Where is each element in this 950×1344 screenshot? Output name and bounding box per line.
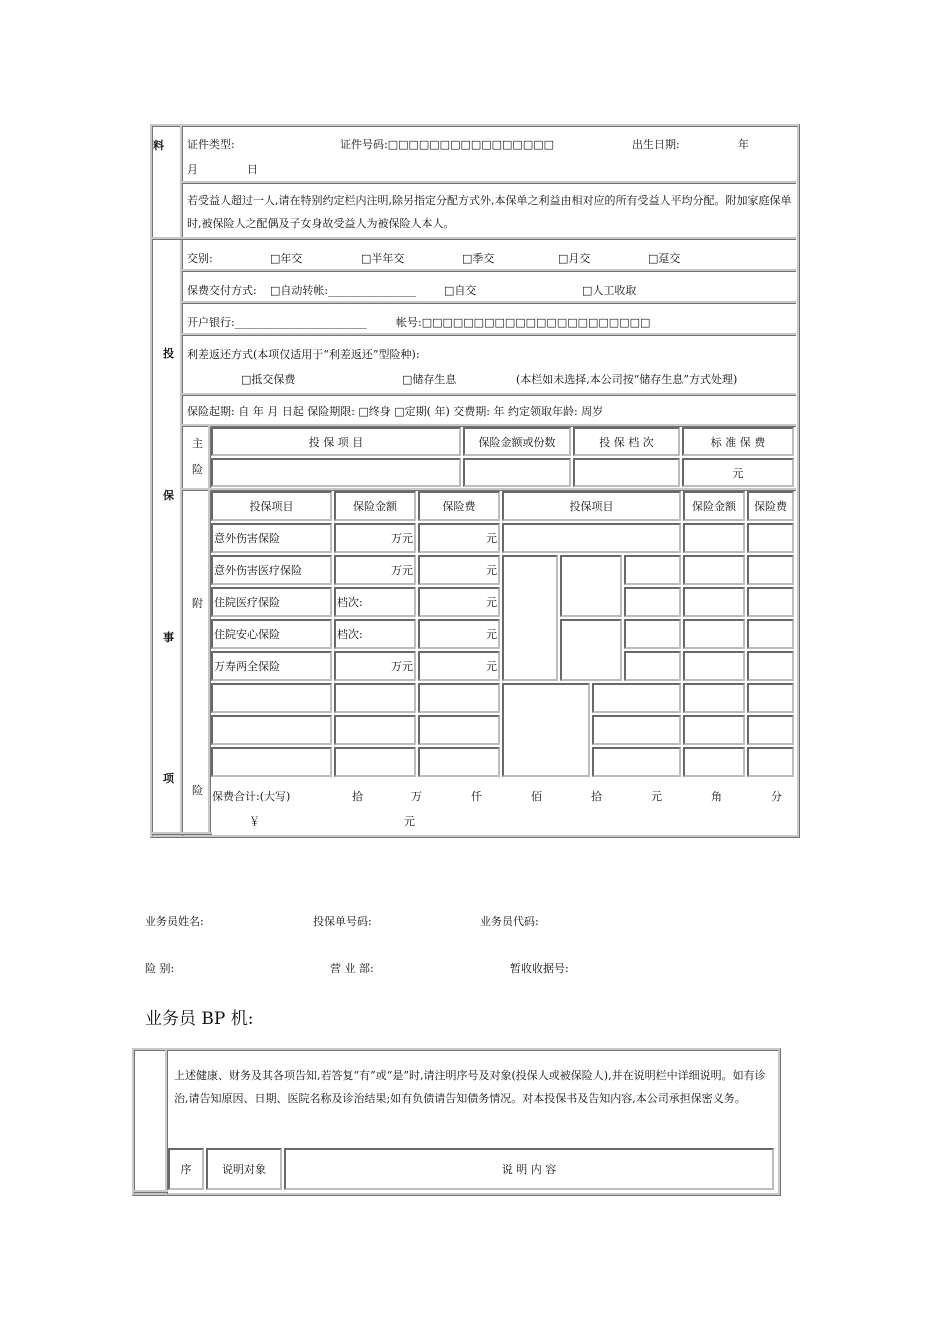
main-header-premium: 标 准 保 费	[682, 427, 794, 456]
rider-blank-cell[interactable]	[418, 715, 500, 745]
total-unit-bai: 佰	[531, 790, 542, 803]
row-divider	[182, 301, 796, 304]
rider-right-cell[interactable]	[560, 619, 622, 681]
rider-row-amount[interactable]: 万元	[334, 523, 416, 553]
disclosure-header-content: 说 明 内 容	[284, 1148, 774, 1190]
insurance-period-line[interactable]: 保险起期: 自 年 月 日起 保险期限: □终身 □定期( 年) 交费期: 年 约定领取年龄: 周岁	[187, 405, 604, 418]
main-header-level: 投 保 档 次	[573, 427, 680, 456]
rider-right-cell[interactable]	[592, 747, 681, 777]
rider-row-premium[interactable]: 元	[418, 619, 500, 649]
rider-row-premium[interactable]: 元	[418, 523, 500, 553]
disclosure-header-seq: 序	[168, 1148, 204, 1190]
pay-monthly-checkbox[interactable]: □月交	[558, 252, 591, 265]
rider-header-premium: 保险费	[418, 491, 500, 521]
rider-right-premium[interactable]	[747, 619, 794, 649]
main-amount-input[interactable]	[463, 458, 571, 487]
id-type-label: 证件类型:	[187, 138, 235, 151]
rider-header-item-right: 投保项目	[502, 491, 681, 521]
rider-blank-cell[interactable]	[334, 715, 416, 745]
rider-right-premium[interactable]	[747, 683, 794, 713]
auto-transfer-checkbox[interactable]: □自动转帐:________________	[270, 284, 417, 297]
rider-header-amount: 保险金额	[334, 491, 416, 521]
rider-label-top: 附	[192, 597, 203, 610]
rider-blank-cell[interactable]	[418, 683, 500, 713]
total-unit-jiao: 角	[711, 790, 722, 803]
pay-single-checkbox[interactable]: □趸交	[648, 252, 681, 265]
rider-right-cell[interactable]	[624, 587, 681, 617]
disclosure-bottom-left	[134, 1190, 168, 1193]
row-divider	[182, 181, 796, 184]
row-divider	[182, 237, 796, 240]
rider-row-amount[interactable]: 万元	[334, 555, 416, 585]
disclosure-note: 上述健康、财务及其各项告知,若答复“有”或“是”时,请注明序号及对象(投保人或被保险人),并在说明栏中详细说明。如有诊治,请告知原因、日期、医院名称及诊治结果;如有负债请告知债务情况。对本投保书及告知内容,本公司承担保密义务。	[174, 1069, 766, 1105]
side-label-material: 料	[153, 139, 164, 152]
rider-blank-cell[interactable]	[334, 747, 416, 777]
total-unit-wan: 万	[411, 790, 422, 803]
rider-row-premium[interactable]: 元	[418, 587, 500, 617]
rider-right-premium[interactable]	[747, 747, 794, 777]
side-label-xiang: 项	[163, 772, 174, 785]
rider-row-premium[interactable]: 元	[418, 555, 500, 585]
side-label-bao: 保	[163, 489, 174, 502]
id-number-field[interactable]: 证件号码:□□□□□□□□□□□□□□□□	[340, 138, 554, 151]
rider-blank-cell[interactable]	[211, 747, 332, 777]
birth-year-label: 年	[738, 138, 749, 151]
total-unit-fen: 分	[771, 790, 782, 803]
birth-date-label: 出生日期:	[632, 138, 680, 151]
total-unit-qian: 仟	[471, 790, 482, 803]
total-unit-shi: 拾	[591, 790, 602, 803]
rider-right-premium[interactable]	[747, 651, 794, 681]
side-label-tou: 投	[163, 347, 174, 360]
rider-right-cell[interactable]	[502, 683, 590, 777]
account-number-field[interactable]: 帐号:□□□□□□□□□□□□□□□□□□□□□□	[396, 316, 651, 329]
total-unit-yuan: 元	[651, 790, 662, 803]
rider-right-amount[interactable]	[683, 555, 745, 585]
business-dept-label: 营 业 部:	[330, 962, 374, 975]
rider-right-amount[interactable]	[683, 619, 745, 649]
total-yen-symbol: ￥	[249, 815, 260, 828]
pay-quarterly-checkbox[interactable]: □季交	[462, 252, 495, 265]
total-unit-shi-wan: 拾	[352, 790, 363, 803]
rider-right-cell[interactable]	[592, 683, 681, 713]
rider-right-cell[interactable]	[560, 555, 622, 617]
offset-premium-checkbox[interactable]: □抵交保费	[241, 373, 296, 386]
rider-blank-cell[interactable]	[418, 747, 500, 777]
row-divider	[182, 393, 796, 396]
disclosure-header-subject: 说明对象	[206, 1148, 282, 1190]
rider-row-amount[interactable]: 万元	[334, 651, 416, 681]
manual-collect-checkbox[interactable]: □人工收取	[582, 284, 637, 297]
premium-total-label: 保费合计:(大写)	[212, 790, 291, 803]
birth-day-label: 日	[247, 163, 258, 176]
rider-row-item: 万寿两全保险	[211, 651, 332, 681]
pay-semiannual-checkbox[interactable]: □半年交	[361, 252, 405, 265]
rider-right-amount[interactable]	[683, 651, 745, 681]
rider-right-amount[interactable]	[683, 683, 745, 713]
rider-right-amount[interactable]	[683, 715, 745, 745]
rider-right-cell[interactable]	[502, 523, 681, 553]
rider-right-cell[interactable]	[624, 651, 681, 681]
beneficiary-note: 若受益人超过一人,请在特别约定栏内注明,除另指定分配方式外,本保单之利益由相对应的所有受益人平均分配。附加家庭保单时,被保险人之配偶及子女身故受益人为被保险人本人。	[187, 194, 792, 230]
rider-right-cell[interactable]	[592, 715, 681, 745]
main-risk-label-top: 主	[192, 437, 203, 450]
rider-blank-cell[interactable]	[334, 683, 416, 713]
rider-right-premium[interactable]	[747, 523, 794, 553]
deposit-interest-checkbox[interactable]: □储存生息	[402, 373, 457, 386]
main-header-item: 投 保 项 目	[211, 427, 461, 456]
birth-month-label: 月	[187, 163, 198, 176]
agent-bp-label: 业务员 BP 机:	[145, 1009, 254, 1029]
interest-default-note: (本栏如未选择,本公司按“储存生息”方式处理)	[516, 373, 738, 386]
self-pay-checkbox[interactable]: □自交	[444, 284, 477, 297]
main-premium-input[interactable]: 元	[682, 458, 794, 487]
agent-code-label: 业务员代码:	[480, 915, 539, 928]
pay-annual-checkbox[interactable]: □年交	[270, 252, 303, 265]
row-divider	[182, 333, 796, 336]
rider-row-item: 意外伤害保险	[211, 523, 332, 553]
risk-type-label: 险 别:	[145, 962, 175, 975]
side-label-shi: 事	[163, 631, 174, 644]
rider-right-amount[interactable]	[683, 587, 745, 617]
total-yuan-label: 元	[404, 815, 415, 828]
form-bottom-line	[152, 832, 212, 835]
rider-row-item: 意外伤害医疗保险	[211, 555, 332, 585]
receipt-number-label: 暂收收据号:	[510, 962, 569, 975]
main-level-input[interactable]	[573, 458, 680, 487]
rider-row-premium[interactable]: 元	[418, 651, 500, 681]
rider-row-amount[interactable]: 档次:	[334, 619, 416, 649]
rider-right-premium[interactable]	[747, 715, 794, 745]
rider-blank-cell[interactable]	[211, 683, 332, 713]
rider-label-bottom: 险	[192, 784, 203, 797]
main-item-input[interactable]	[211, 458, 461, 487]
rider-right-amount[interactable]	[683, 747, 745, 777]
row-divider	[182, 269, 796, 272]
interest-return-label: 利差返还方式(本项仅适用于“利差返还”型险种):	[187, 348, 420, 361]
rider-right-premium[interactable]	[747, 555, 794, 585]
bank-name-field[interactable]: 开户银行:________________________	[187, 316, 367, 329]
rider-header-premium-right: 保险费	[747, 491, 794, 521]
rider-row-item: 住院安心保险	[211, 619, 332, 649]
rider-right-amount[interactable]	[683, 523, 745, 553]
form-side-column-divider	[180, 126, 183, 836]
policy-number-label: 投保单号码:	[313, 915, 372, 928]
rider-right-premium[interactable]	[747, 587, 794, 617]
rider-row-amount[interactable]: 档次:	[334, 587, 416, 617]
rider-right-cell[interactable]	[502, 555, 558, 681]
rider-right-cell[interactable]	[624, 555, 681, 585]
rider-header-item: 投保项目	[211, 491, 332, 521]
pay-frequency-label: 交别:	[187, 252, 213, 265]
pay-method-label: 保费交付方式:	[187, 284, 257, 297]
agent-name-label: 业务员姓名:	[145, 915, 204, 928]
rider-header-amount-right: 保险金额	[683, 491, 745, 521]
rider-row-item: 住院医疗保险	[211, 587, 332, 617]
main-header-amount: 保险金额或份数	[463, 427, 571, 456]
side-column-section-divider	[152, 237, 182, 240]
main-risk-label-bottom: 险	[192, 463, 203, 476]
rider-blank-cell[interactable]	[211, 715, 332, 745]
rider-right-cell[interactable]	[624, 619, 681, 649]
